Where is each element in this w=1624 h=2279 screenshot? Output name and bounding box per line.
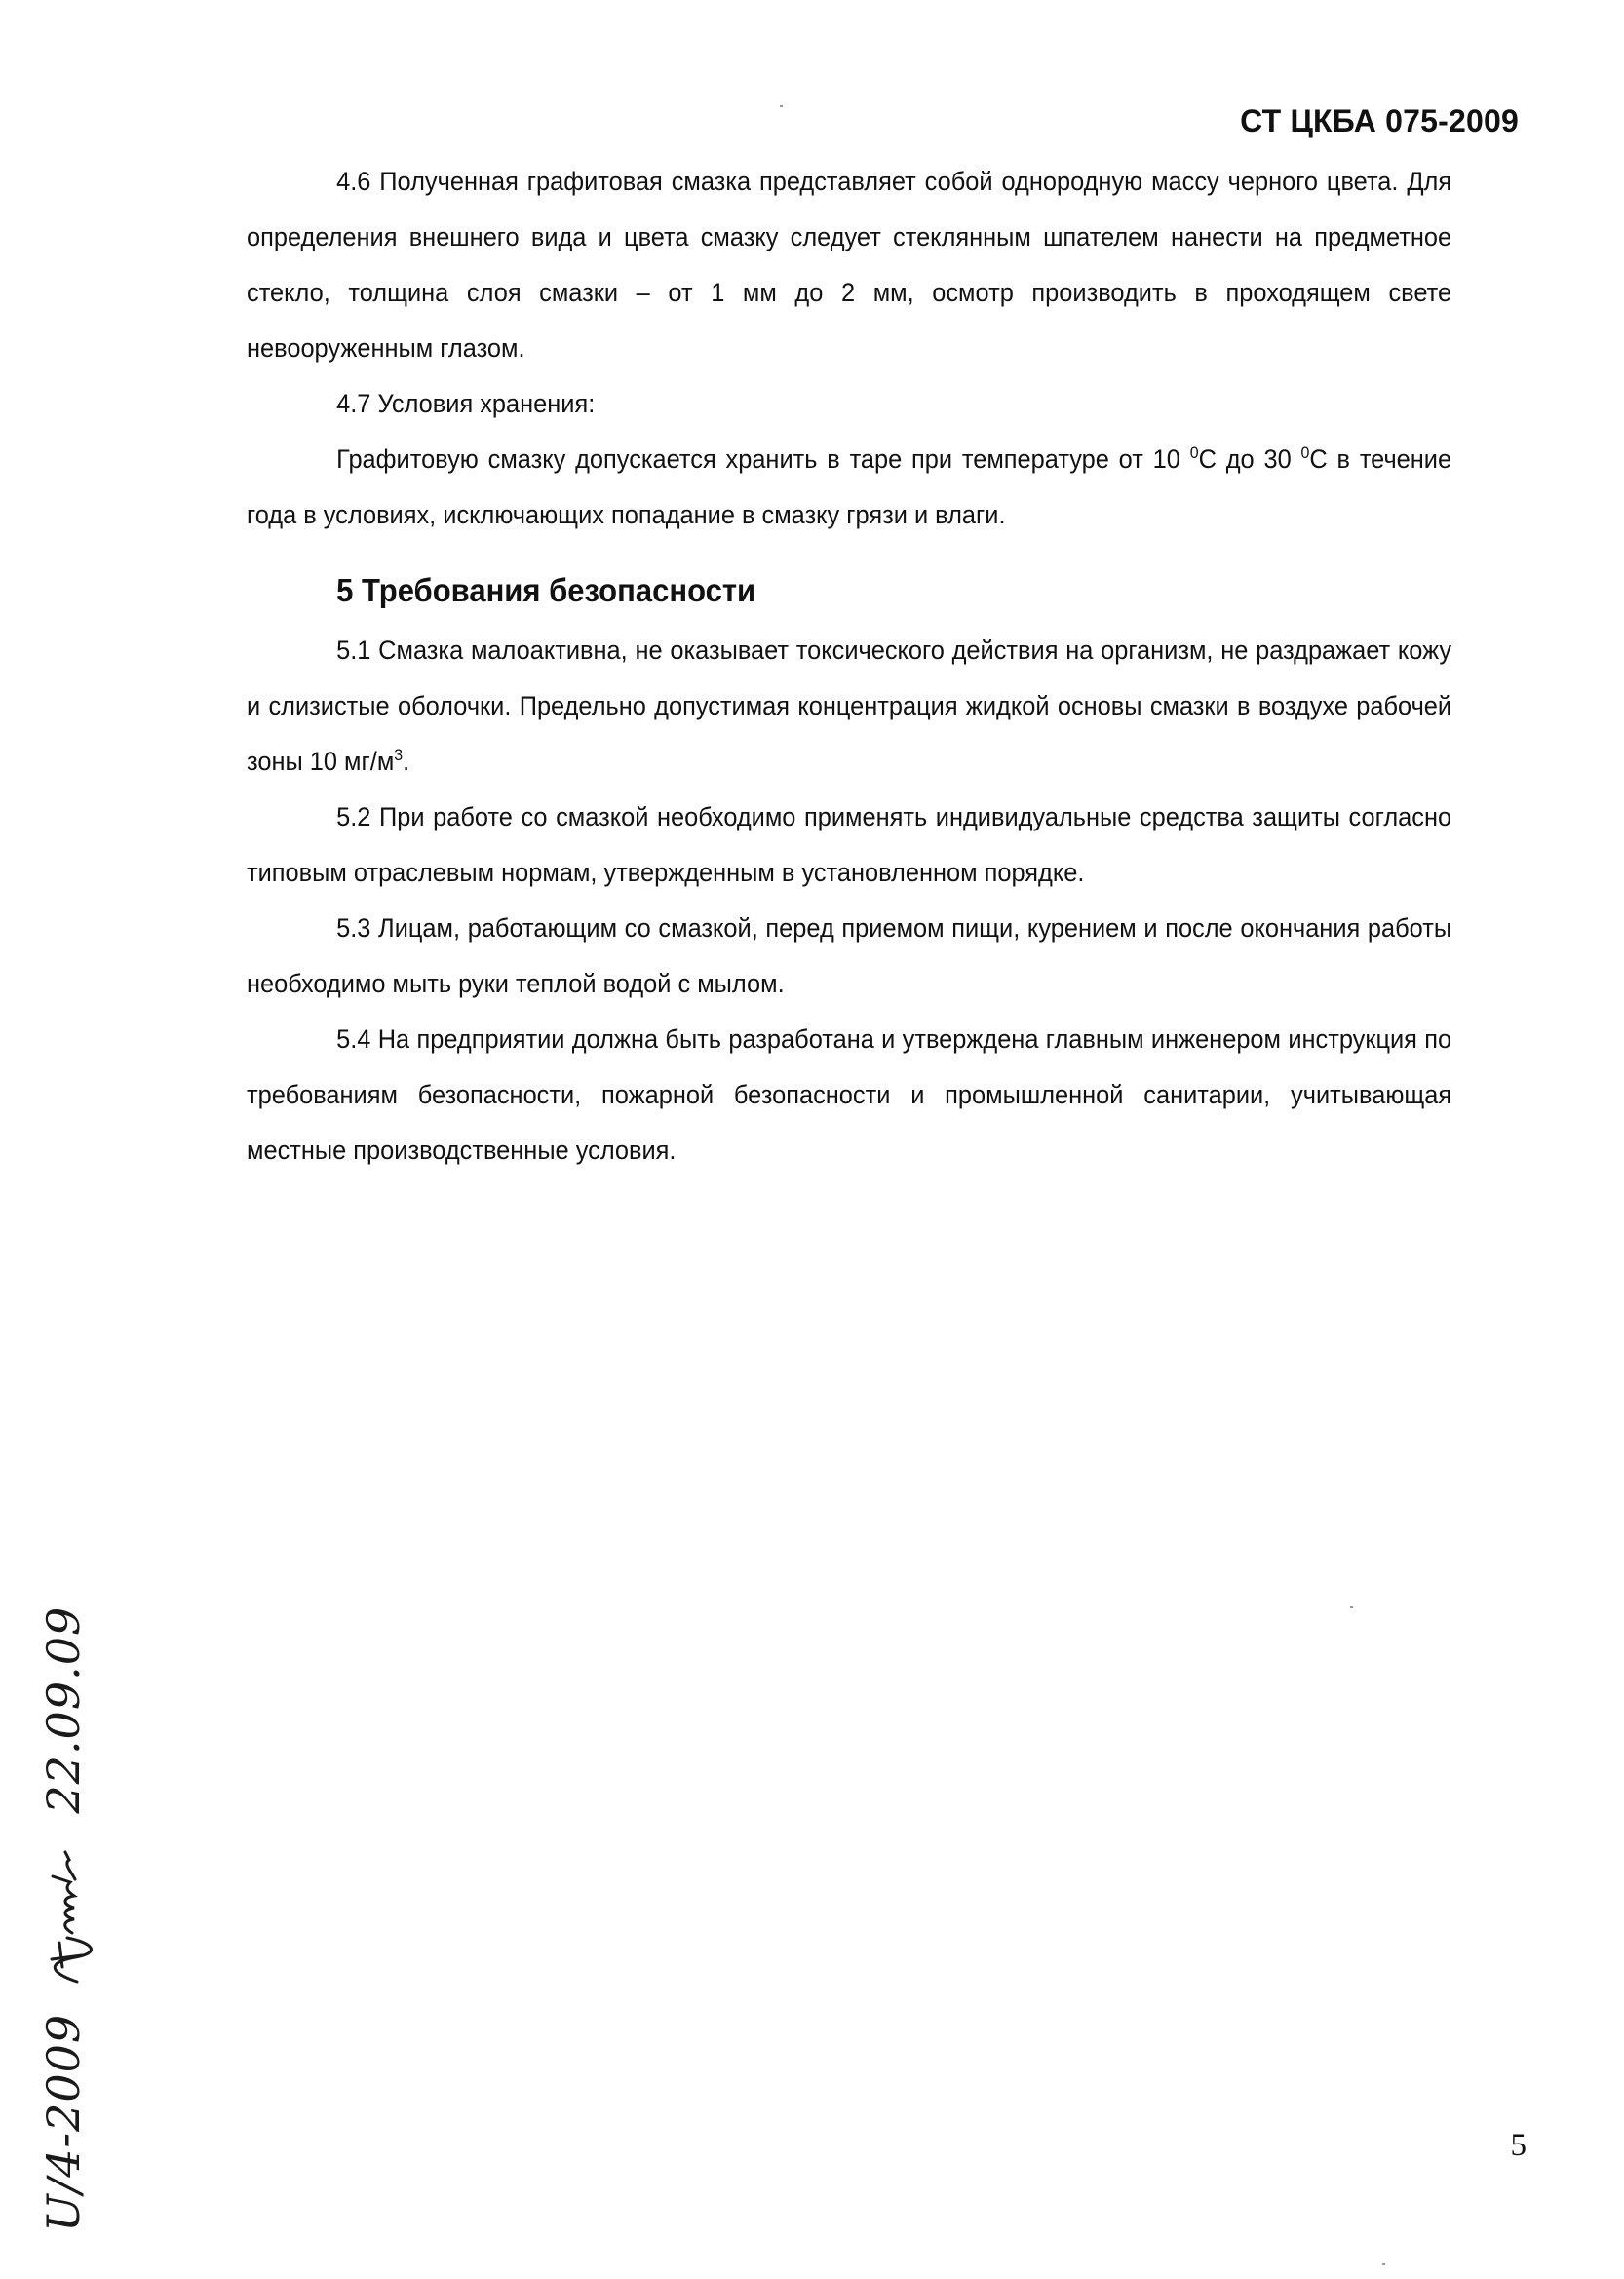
paragraph-5-4: 5.4 На предприятии должна быть разработана и утверждена главным инженером инструкция по требованиям безопасности, пожарной безопасности и промышленной санитарии, учитывающая местные производственные условия. [247, 1024, 1452, 1165]
scan-speck [1382, 2263, 1385, 2265]
page-number: 5 [1510, 2128, 1527, 2163]
signature-icon [38, 1840, 97, 1987]
cubic-superscript: 3 [394, 746, 404, 764]
document-code: СТ ЦКБА 075-2009 [1240, 103, 1519, 138]
degree-superscript-2: 0 [1300, 444, 1310, 462]
handwritten-date: 22.09.09 [37, 1605, 90, 1814]
paragraph-4-7-storage [247, 432, 1451, 543]
storage-text-part-1: Графитовую смазку допускается хранить в таре при температуре от 10 [336, 444, 1190, 474]
handwritten-margin-note [37, 1606, 97, 2232]
paragraph-5-1-text: 5.1 Смазка малоактивна, не оказывает токсического действия на организм, не раздражает кожу и слизистые оболочки. Предельно допустимая концентрация жидкой основы смазки в воздухе рабочей зоны 10 мг/м [247, 636, 1452, 776]
paragraph-5-1-end: . [403, 747, 410, 776]
paragraph-5-3: 5.3 Лицам, работающим со смазкой, перед приемом пищи, курением и после окончания работы необходимо мыть руки теплой водой с мылом. [247, 913, 1452, 998]
paragraph-5-2: 5.2 При работе со смазкой необходимо применять индивидуальные средства защиты согласно типовым отраслевым нормам, утвержденным в установленном порядке. [247, 802, 1452, 887]
scan-speck [780, 105, 783, 107]
paragraph-5-1 [247, 623, 1451, 790]
handwritten-doc-number: U/4-2009 [37, 2013, 90, 2232]
degree-superscript-1: 0 [1189, 444, 1199, 462]
scan-speck [1350, 1606, 1353, 1608]
document-body [247, 154, 1451, 1178]
storage-text-part-2: С до 30 [1198, 444, 1301, 474]
paragraph-4-6: 4.6 Полученная графитовая смазка представляет собой однородную массу черного цвета. Для определения внешнего вида и цвета смазку следует стеклянным шпателем нанести на предметное стекло, толщина слоя смазки – от 1 мм до 2 мм, осмотр производить в проходящем свете невооруженным глазом. [247, 167, 1452, 363]
storage-text-part-3: С в течение года в условиях, исключающих попадание в смазку грязи и влаги. [247, 444, 1452, 529]
section-5-heading: 5 Требования безопасности [336, 572, 756, 608]
paragraph-4-7-title: 4.7 Условия хранения: [336, 389, 596, 418]
